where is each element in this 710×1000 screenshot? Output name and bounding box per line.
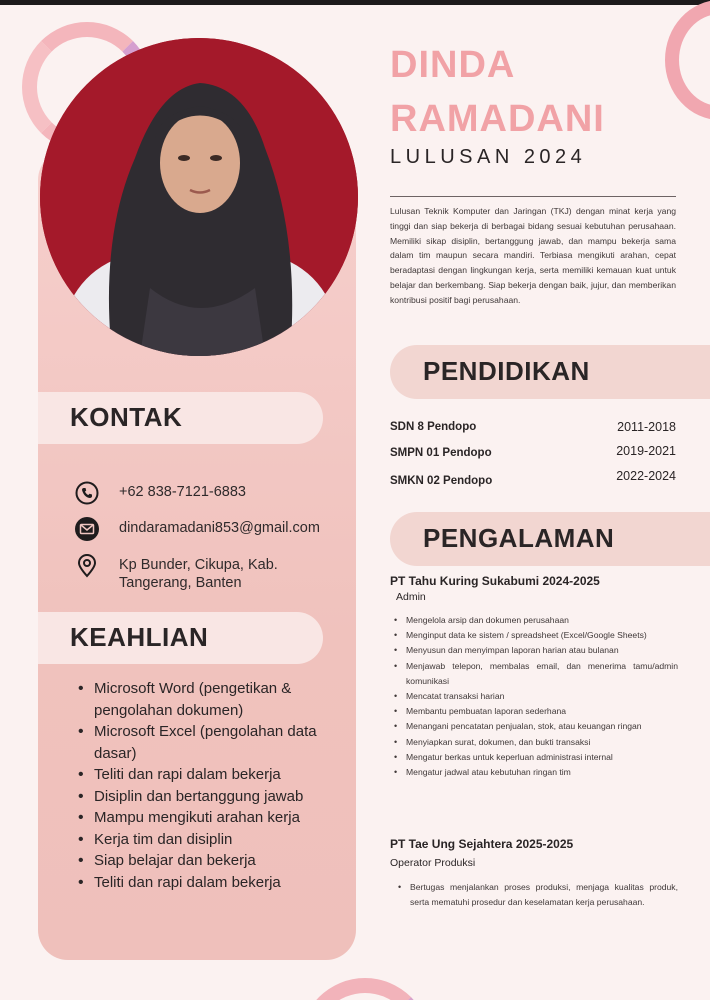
decor-ring-bottom [300, 978, 430, 1000]
skills-list [78, 678, 343, 893]
subtitle: LULUSAN 2024 [390, 146, 587, 168]
duty-item: • Menangani pencatatan penjualan, stok, atau keuangan ringan [394, 719, 678, 734]
contact-address [119, 552, 278, 592]
school-name: SMPN 01 Pendopo [390, 447, 492, 459]
address-line-2: Tangerang, Banten [119, 575, 242, 591]
location-icon [73, 552, 101, 580]
education-heading-pill [390, 345, 710, 399]
skill-item: • Teliti dan rapi dalam bekerja [78, 764, 343, 786]
job-duties-list [394, 613, 678, 780]
skill-item: • Microsoft Excel (pengolahan data dasar) [78, 721, 343, 764]
duty-item: • Bertugas menjalankan proses produksi, menjaga kualitas produk, serta mematuhi prosedur dan keselamatan kerja perusahaan. [398, 880, 678, 910]
contact-phone-row [73, 479, 246, 507]
duty-item: • Menyiapkan surat, dokumen, dan bukti transaksi [394, 735, 678, 750]
full-name [390, 38, 605, 146]
phone-icon [73, 479, 101, 507]
contact-heading-pill [38, 392, 323, 444]
contact-phone[interactable]: +62 838-7121-6883 [119, 484, 246, 500]
email-icon [73, 515, 101, 543]
duty-item: • Membantu pembuatan laporan sederhana [394, 704, 678, 719]
duty-item: • Menjawab telepon, membalas email, dan menerima tamu/admin komunikasi [394, 659, 678, 689]
decor-ring-top-right [665, 0, 710, 120]
school-years: 2011-2018 [617, 420, 676, 434]
name-line-1: DINDA [390, 44, 516, 86]
school-years: 2022-2024 [616, 469, 676, 483]
skills-heading-pill [38, 612, 323, 664]
education-heading: PENDIDIKAN [423, 356, 590, 386]
job-role: Operator Produksi [390, 857, 476, 869]
school-years: 2019-2021 [616, 444, 676, 458]
job-role: Admin [396, 591, 426, 603]
skill-item: • Mampu mengikuti arahan kerja [78, 807, 343, 829]
duty-item: • Mengatur jadwal atau kebutuhan ringan tim [394, 765, 678, 780]
skill-item: • Kerja tim dan disiplin [78, 829, 343, 851]
skill-item: • Siap belajar dan bekerja [78, 850, 343, 872]
experience-heading: PENGALAMAN [423, 523, 615, 553]
address-line-1: Kp Bunder, Cikupa, Kab. [119, 557, 278, 573]
job-title: PT Tae Ung Sejahtera 2025-2025 [390, 837, 574, 851]
contact-email-row [73, 515, 320, 543]
duty-item: • Mengatur berkas untuk keperluan administrasi internal [394, 750, 678, 765]
job-duties-list [398, 880, 678, 910]
skill-item: • Disiplin dan bertanggung jawab [78, 786, 343, 808]
contact-heading: KONTAK [70, 402, 183, 432]
experience-heading-pill [390, 512, 710, 566]
divider [390, 196, 676, 197]
job-title: PT Tahu Kuring Sukabumi 2024-2025 [390, 574, 600, 588]
name-line-2: RAMADANI [390, 98, 605, 140]
duty-item: • Mencatat transaksi harian [394, 689, 678, 704]
profile-photo [40, 38, 358, 356]
duty-item: • Menginput data ke sistem / spreadsheet (Excel/Google Sheets) [394, 628, 678, 643]
duty-item: • Menyusun dan menyimpan laporan harian atau bulanan [394, 643, 678, 658]
top-border [0, 0, 710, 5]
skills-heading: KEAHLIAN [70, 622, 209, 652]
contact-email[interactable]: dindaramadani853@gmail.com [119, 520, 320, 536]
about-paragraph: Lulusan Teknik Komputer dan Jaringan (TKJ) dengan minat kerja yang tinggi dan siap bekerja di berbagai bidang sesuai kebutuhan perusahaan. Memiliki sikap disiplin, bertanggung jawab, dan mampu bekerja sama dalam tim maupun secara mandiri. Terbiasa mengikuti arahan, cepat beradaptasi dengan lingkungan kerja, serta memiliki kemauan kuat untuk belajar dan berkembang. Siap bekerja dengan baik, jujur, dan memberikan kontribusi positif bagi perusahaan. [390, 206, 676, 305]
contact-address-row [73, 552, 278, 592]
duty-item: • Mengelola arsip dan dokumen perusahaan [394, 613, 678, 628]
skill-item: • Microsoft Word (pengetikan & pengolahan dokumen) [78, 678, 343, 721]
skill-item: • Teliti dan rapi dalam bekerja [78, 872, 343, 894]
school-name: SDN 8 Pendopo [390, 421, 477, 433]
school-name: SMKN 02 Pendopo [390, 475, 493, 487]
